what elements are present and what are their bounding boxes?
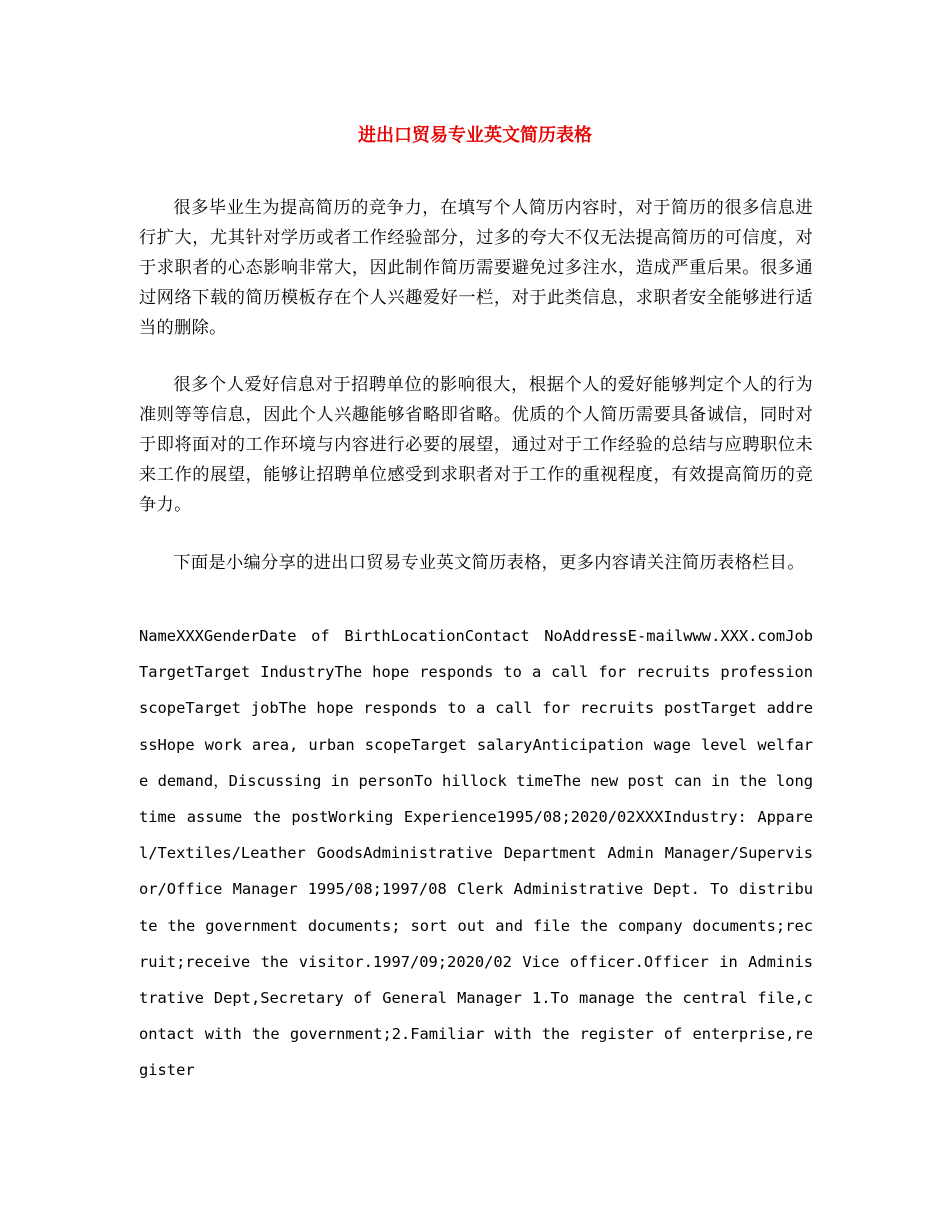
intro-paragraph-1: 很多毕业生为提高简历的竞争力，在填写个人简历内容时，对于简历的很多信息进行扩大，尤其针对学历或者工作经验部分，过多的夸大不仅无法提高简历的可信度，对于求职者的心态影响非常大，因此制作简历需要避免过多注水，造成严重后果。很多通过网络下载的简历模板存在个人兴趣爱好一栏，对于此类信息，求职者安全能够进行适当的删除。 — [139, 198, 813, 338]
intro-paragraph-2: 很多个人爱好信息对于招聘单位的影响很大，根据个人的爱好能够判定个人的行为准则等等信息，因此个人兴趣能够省略即省略。优质的个人简历需要具备诚信，同时对于即将面对的工作环境与内容进行必要的展望，通过对于工作经验的总结与应聘职位未来工作的展望，能够让招聘单位感受到求职者对于工作的重视程度，有效提高简历的竞争力。 — [139, 375, 813, 515]
intro-paragraph-3: 下面是小编分享的进出口贸易专业英文简历表格，更多内容请关注简历表格栏目。 — [173, 553, 805, 573]
resume-text-block: NameXXXGenderDate of BirthLocationContact NoAddressE-mailwww.XXX.comJob TargetTarget IndustryThe hope responds to a call for recruits profession scopeTarget jobThe hope responds to a call for recruits postTarget addressHope work area, urban scopeTarget salaryAnticipation wage level welfare demand，Discussing in personTo hillock timeThe new post can in the long time assume the postWorking Experience1995/08;2020/02XXXIndustry: Apparel/Textiles/Leather GoodsAdministrative Department Admin Manager/Supervisor/Office Manager 1995/08;1997/08 Clerk Administrative Dept. To distribute the government documents; sort out and file the company documents;recruit;receive the visitor.1997/09;2020/02 Vice officer.Officer in Administrative Dept,Secretary of General Manager 1.To manage the central file,contact with the government;2.Familiar with the register of enterprise,register — [139, 627, 813, 1080]
document-title: 进出口贸易专业英文简历表格 — [358, 125, 592, 146]
